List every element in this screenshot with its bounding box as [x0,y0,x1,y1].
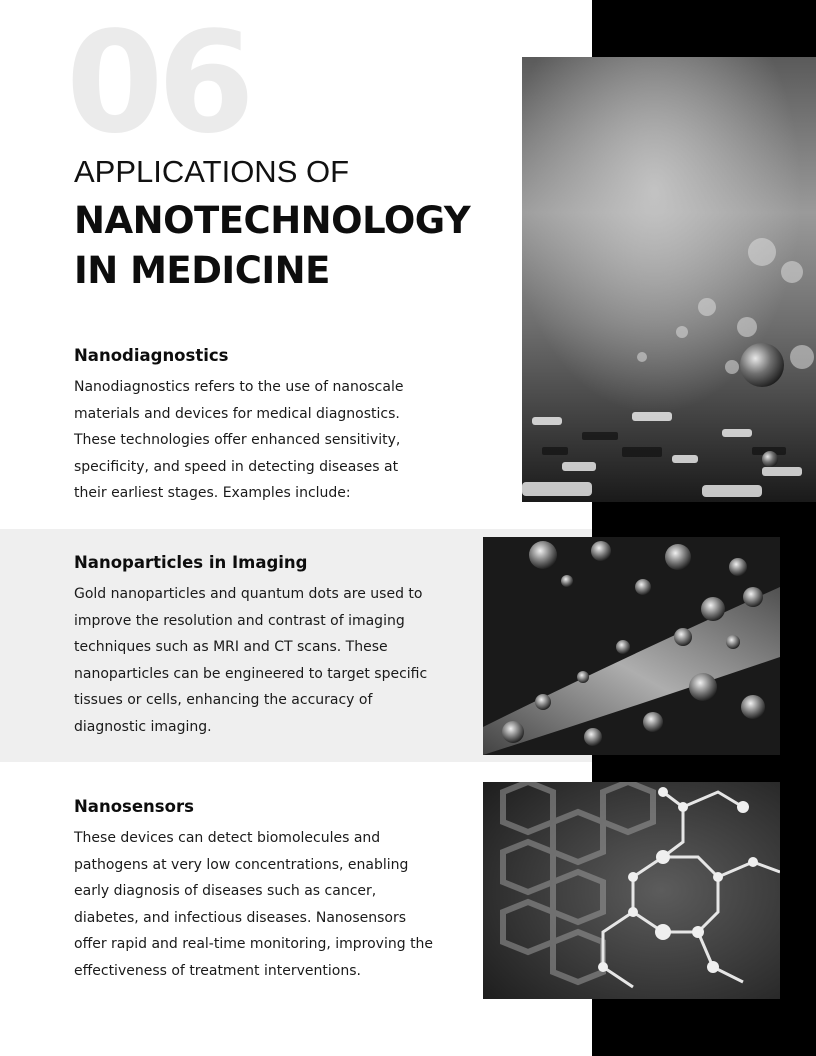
section-body: These devices can detect biomolecules and pathogens at very low concentrations, enabling early diagnosis of diseases such as cancer, diabetes, and infectious diseases. Nanosensors offer rapid and real-time monitoring, improving the effectiveness of treatment interventions. [74,830,434,979]
section-heading: Nanoparticles in Imaging [74,553,308,572]
section-heading: Nanosensors [74,797,194,816]
page-title [74,196,514,296]
section-nanodiagnostics [74,344,434,507]
section-nanosensors [74,795,434,984]
title-line-2: NANOTECHNOLOGY [74,199,471,242]
title-line-3: IN MEDICINE [74,249,330,292]
section-nanoparticles-imaging [74,551,434,740]
page-number: 06 [66,2,249,165]
title-line-1: APPLICATIONS OF [74,154,350,189]
molecular-lattice-photo [483,782,780,999]
nanoparticle-surface-photo [522,57,816,502]
particle-membrane-photo [483,537,780,755]
section-body: Gold nanoparticles and quantum dots are used to improve the resolution and contrast of imaging techniques such as MRI and CT scans. These nanoparticles can be engineered to target specific tissues or cells, enhancing the accuracy of diagnostic imaging. [74,586,428,735]
section-heading: Nanodiagnostics [74,346,229,365]
section-body: Nanodiagnostics refers to the use of nanoscale materials and devices for medical diagnostics. These technologies offer enhanced sensitivity, specificity, and speed in detecting diseases at their earliest stages. Examples include: [74,379,404,501]
